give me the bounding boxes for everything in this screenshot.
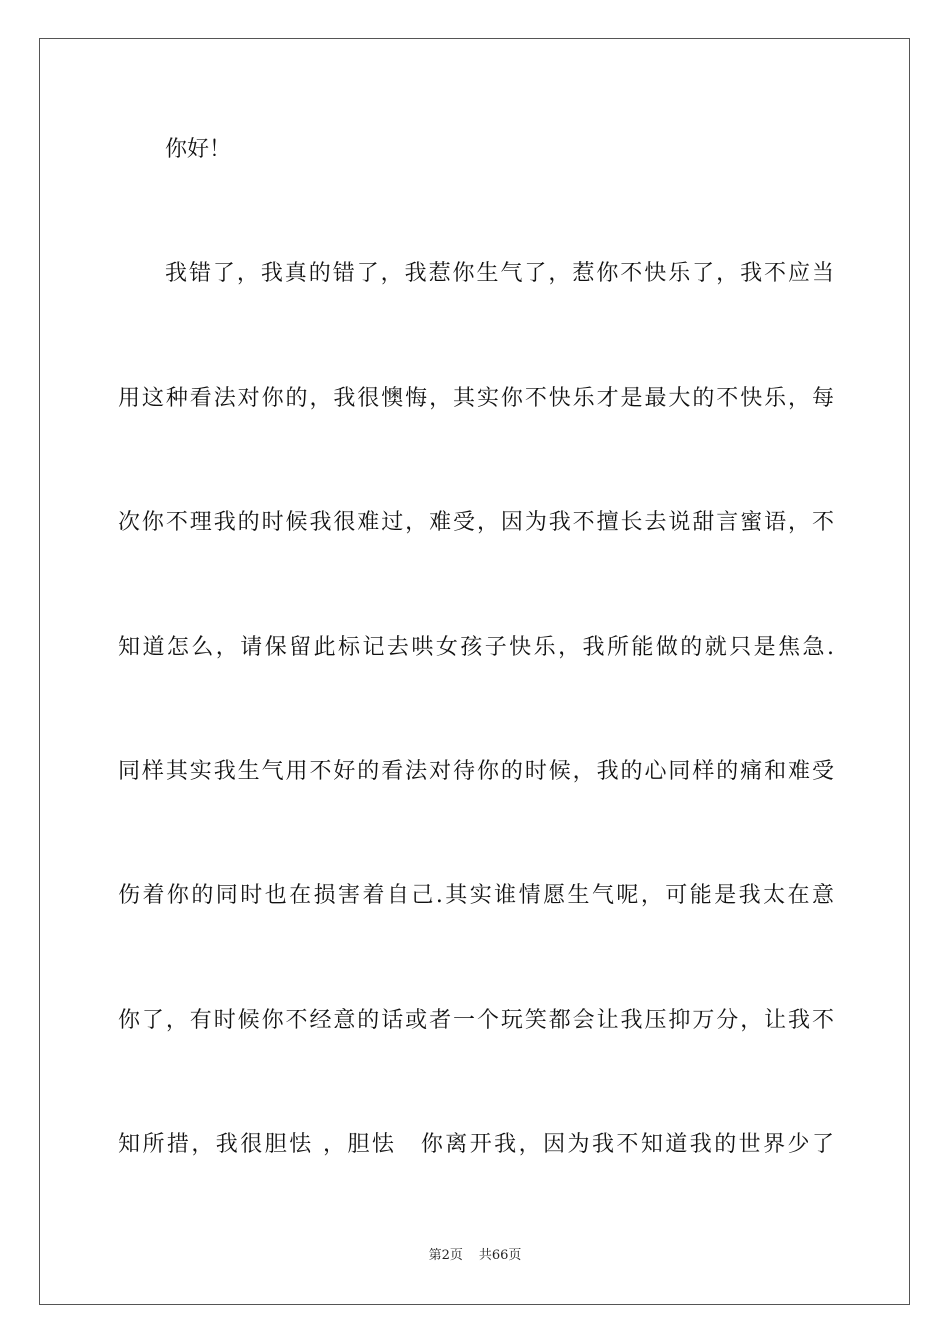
page-total: 共66页 (478, 1248, 522, 1263)
paragraph-line: 伤着你的同时也在损害着自己.其实谁情愿生气呢，可能是我太在意 (118, 883, 834, 908)
paragraph-line: 知所措，我很胆怯 ，胆怯 你离开我，因为我不知道我的世界少了 (118, 1132, 834, 1157)
paragraph-line: 我错了，我真的错了，我惹你生气了，惹你不快乐了，我不应当 (165, 261, 834, 286)
paragraph-line: 次你不理我的时候我很难过，难受，因为我不擅长去说甜言蜜语，不 (118, 510, 834, 535)
paragraph-line: 用这种看法对你的，我很懊悔，其实你不快乐才是最大的不快乐，每 (118, 386, 834, 411)
paragraph-line: 同样其实我生气用不好的看法对待你的时候，我的心同样的痛和难受 (118, 759, 834, 784)
page-number: 第2页 (428, 1248, 463, 1263)
greeting: 你好！ (165, 137, 232, 162)
paragraph-line: 知道怎么，请保留此标记去哄女孩子快乐，我所能做的就只是焦急. (118, 635, 834, 660)
paragraph-line: 你了，有时候你不经意的话或者一个玩笑都会让我压抑万分，让我不 (118, 1008, 834, 1033)
page-footer (0, 1247, 950, 1265)
page-border (39, 38, 910, 1305)
